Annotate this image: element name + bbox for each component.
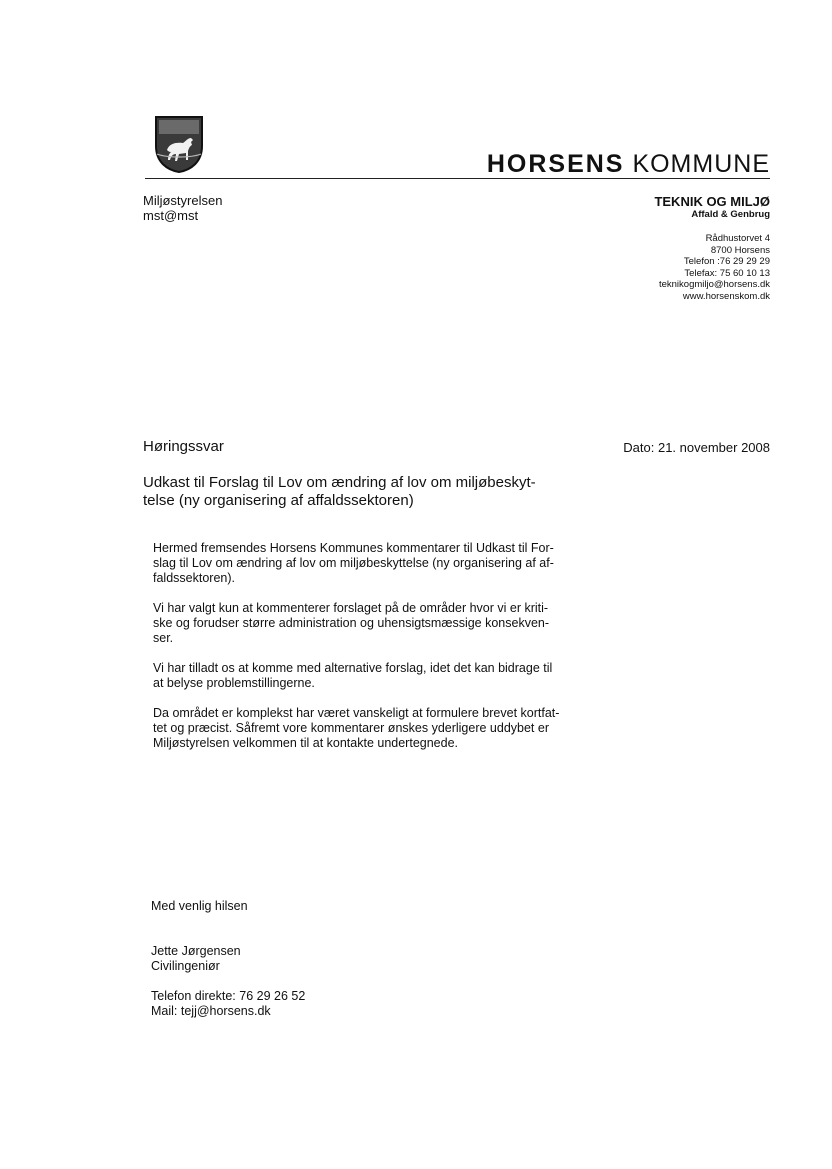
body-line: faldssektoren). [153,571,235,585]
body-line: Vi har valgt kun at kommenterer forslaget på de områder hvor vi er kriti- [153,601,549,615]
sender-department-block [654,194,770,221]
signer-phone: Telefon direkte: 76 29 26 52 [151,989,306,1003]
recipient-block [143,193,222,223]
recipient-email: mst@mst [143,208,199,223]
body-line: Miljøstyrelsen velkommen til at kontakte undertegnede. [153,736,459,750]
body-line: at belyse problemstillingerne. [153,676,315,690]
signer-name: Jette Jørgensen [151,944,241,958]
body-line: Da området er komplekst har været vanskeligt at formulere brevet kortfat- [153,706,560,720]
address-email: teknikogmiljo@horsens.dk [658,279,770,290]
address-website: www.horsenskom.dk [682,290,770,302]
letter-closing: Med venlig hilsen [151,899,248,913]
letter-date: Dato: 21. november 2008 [623,440,770,455]
letter-body [153,541,583,766]
body-paragraph [153,601,583,646]
brand-wordmark [487,152,770,177]
signer-title: Civilingeniør [151,959,220,973]
subject-line: telse (ny organisering af affaldssektoren) [143,492,414,509]
body-line: tet og præcist. Såfremt vore kommentarer ønskes yderligere uddybet er [153,721,549,735]
body-line: ser. [153,631,174,645]
address-street: Rådhustorvet 4 [705,233,770,244]
body-paragraph [153,706,583,751]
address-city: 8700 Horsens [710,244,770,256]
brand-name-strong: HORSENS [486,150,625,178]
body-line: Hermed fremsendes Horsens Kommunes kommentarer til Udkast til For- [153,541,554,555]
brand-name-light: KOMMUNE [632,150,770,178]
letterhead-divider [145,178,770,179]
horsens-crest-icon [153,114,205,174]
department-name: TEKNIK OG MILJØ [654,194,770,209]
subject-line: Udkast til Forslag til Lov om ændring af lov om miljøbeskyt- [143,474,536,491]
body-paragraph [153,541,583,586]
body-line: slag til Lov om ændring af lov om miljøbeskyttelse (ny organisering af af- [153,556,554,570]
letter-heading: Høringssvar [143,438,224,455]
letter-subject [143,474,593,510]
signer-contact-block [151,989,305,1019]
body-line: Vi har tilladt os at komme med alternative forslag, idet det kan bidrage til [153,661,553,675]
address-fax: Telefax: 75 60 10 13 [684,267,770,279]
signer-block [151,944,241,974]
address-phone: Telefon :76 29 29 29 [683,256,770,267]
sender-address-block [659,233,770,302]
subdepartment-name: Affald & Genbrug [691,209,770,220]
body-line: ske og forudser større administration og uhensigtsmæssige konsekven- [153,616,550,630]
body-paragraph [153,661,583,691]
recipient-name: Miljøstyrelsen [143,193,223,208]
signer-mail: Mail: tejj@horsens.dk [151,1004,271,1018]
